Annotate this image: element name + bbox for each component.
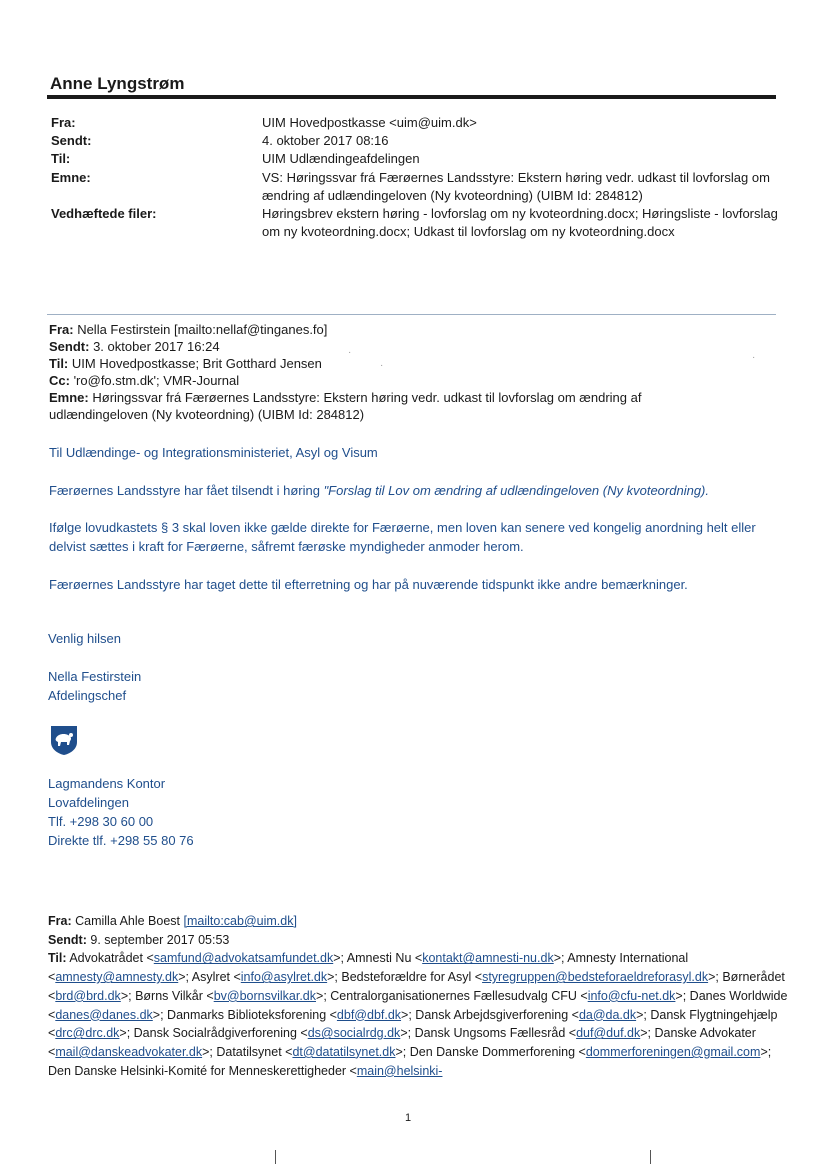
mail1-til: UIM Hovedpostkasse; Brit Gotthard Jensen: [71, 356, 322, 371]
recipient-email-link[interactable]: dommerforeningen@gmail.com: [585, 1044, 761, 1059]
recipient-name: Danmarks Biblioteksforening <: [167, 1007, 337, 1022]
til-label: Til:: [51, 151, 71, 166]
office-name: Lagmandens Kontor: [48, 776, 166, 791]
recipient-name: Centralorganisationernes Fællesudvalg CFU <: [330, 988, 588, 1003]
recipient-name: Danske Advokater <: [48, 1026, 756, 1059]
recipient-email-link[interactable]: info@asylret.dk: [240, 970, 328, 985]
recipient-name: Datatilsynet <: [216, 1044, 293, 1059]
recipient-name: Danes Worldwide <: [48, 988, 788, 1022]
fra-label: Fra:: [51, 115, 76, 130]
recipient-name: Den Danske Dommerforening <: [409, 1044, 586, 1059]
recipient-email-link[interactable]: duf@duf.dk: [576, 1026, 641, 1041]
recipient-name: Advokatrådet <: [69, 951, 154, 966]
page-number: 1: [405, 1112, 412, 1124]
recipient-separator: >;: [316, 988, 331, 1003]
recipient-separator: >;: [178, 970, 192, 985]
recipient-name: Asylret <: [191, 970, 241, 985]
emne-label: Emne:: [51, 170, 91, 185]
recipient-email-link[interactable]: samfund@advokatsamfundet.dk: [153, 951, 334, 966]
mail2-recipients: [48, 949, 788, 1080]
recipient-name: Bedsteforældre for Asyl <: [341, 970, 483, 985]
recipient-email-link[interactable]: danes@danes.dk: [55, 1007, 153, 1022]
recipient-email-link[interactable]: kontakt@amnesti-nu.dk: [422, 951, 554, 966]
mail1-paragraph-2: Ifølge lovudkastets § 3 skal loven ikke gælde direkte for Færøerne, men loven kan senere ved kongelig anordning helt eller delvist sættes i kraft for Færøerne, såfremt færøske myndigheder anmoder herom.: [49, 520, 756, 554]
recipient-separator: >;: [119, 1026, 134, 1041]
attachments-value: Høringsbrev ekstern høring - lovforslag om ny kvoteordning.docx; Høringsliste - lovforslag om ny kvoteordning.docx; Udkast til lovforslag om ny kvoteordning.docx: [262, 206, 778, 239]
coat-of-arms-icon: [49, 724, 79, 756]
mail1-emne-label: Emne:: [49, 390, 89, 405]
recipient-name: Amnesty International <: [48, 951, 689, 985]
recipient-separator: >;: [640, 1026, 655, 1041]
fra-value: UIM Hovedpostkasse <uim@uim.dk>: [262, 115, 477, 130]
attachments-label: Vedhæftede filer:: [51, 206, 157, 221]
recipient-email-link[interactable]: dbf@dbf.dk: [336, 1007, 402, 1022]
recipient-email-link[interactable]: amnesty@amnesty.dk: [55, 970, 179, 985]
recipient-separator: >;: [327, 970, 342, 985]
scan-mark: [275, 1150, 276, 1164]
mail2-header: [48, 912, 788, 1080]
sender-name-heading: Anne Lyngstrøm: [50, 74, 185, 93]
mail1-p2-title: "Forslag til Lov om ændring af udlændingeloven (Ny kvoteordning).: [323, 483, 709, 498]
mail1-fra-label: Fra:: [49, 322, 74, 337]
til-value: UIM Udlændingeafdelingen: [262, 151, 420, 166]
header-rule: [47, 95, 776, 99]
recipient-email-link[interactable]: dt@datatilsynet.dk: [292, 1044, 396, 1059]
mail2-fra-link[interactable]: [mailto:cab@uim.dk]: [183, 914, 297, 928]
mail2-til-label: Til:: [48, 951, 67, 966]
recipient-name: Dansk Socialrådgiverforening <: [133, 1026, 308, 1041]
recipient-separator: >;: [760, 1044, 772, 1059]
scan-mark: [650, 1150, 651, 1164]
mail1-sendt-label: Sendt:: [49, 339, 90, 354]
recipient-separator: >;: [401, 1007, 416, 1022]
recipient-email-link[interactable]: brd@brd.dk: [55, 988, 121, 1003]
recipient-email-link[interactable]: info@cfu-net.dk: [587, 988, 676, 1003]
mail2-sendt-label: Sendt:: [48, 932, 87, 947]
department: Lovafdelingen: [48, 795, 129, 810]
separator-rule: [47, 314, 776, 315]
recipient-email-link[interactable]: ds@socialrdg.dk: [307, 1026, 401, 1041]
scan-speck: ·: [752, 352, 756, 363]
mail1-fra: Nella Festirstein [mailto:nellaf@tinganes.fo]: [77, 322, 328, 337]
recipient-separator: >;: [333, 951, 347, 966]
recipient-separator: >;: [400, 1026, 415, 1041]
recipient-name: Børns Vilkår <: [135, 988, 214, 1003]
recipient-name: Dansk Ungsoms Fællesråd <: [414, 1026, 577, 1041]
mail1-paragraph-3: Færøernes Landsstyre har taget dette til efterretning og har på nuværende tidspunkt ikke andre bemærkninger.: [49, 577, 688, 592]
recipient-name: Dansk Flygtningehjælp <: [48, 1007, 778, 1041]
recipient-email-link[interactable]: mail@danskeadvokater.dk: [55, 1044, 203, 1059]
signature-name: Nella Festirstein: [48, 669, 142, 684]
recipient-email-link[interactable]: da@da.dk: [578, 1007, 637, 1022]
mail2-sendt: 9. september 2017 05:53: [90, 932, 230, 947]
phone: Tlf. +298 30 60 00: [48, 814, 154, 829]
mail1-emne: Høringssvar frá Færøernes Landsstyre: Ekstern høring vedr. udkast til lovforslag om ændring af udlændingeloven (Ny kvoteordning) (UIBM Id: 284812): [49, 390, 642, 422]
recipient-email-link[interactable]: drc@drc.dk: [55, 1026, 120, 1041]
mail1-sendt: 3. oktober 2017 16:24: [93, 339, 220, 354]
signature-title: Afdelingschef: [48, 688, 127, 703]
mail2-fra: Camilla Ahle Boest: [75, 914, 184, 928]
recipient-name: Børnerådet <: [48, 970, 785, 1003]
recipient-separator: >;: [675, 988, 690, 1003]
sendt-value: 4. oktober 2017 08:16: [262, 133, 389, 148]
mail1-cc-label: Cc:: [49, 373, 70, 388]
scan-speck: ·: [348, 347, 352, 358]
recipient-separator: >;: [708, 970, 723, 985]
mail1-p2-text: Færøernes Landsstyre har fået tilsendt i høring: [49, 483, 324, 498]
sendt-label: Sendt:: [51, 133, 92, 148]
recipient-separator: >;: [553, 951, 568, 966]
greeting: Venlig hilsen: [48, 631, 121, 646]
mail1-til-label: Til:: [49, 356, 69, 371]
recipient-separator: >;: [395, 1044, 410, 1059]
scan-speck: ·: [380, 360, 384, 371]
recipient-separator: >;: [636, 1007, 651, 1022]
mail1-cc: 'ro@fo.stm.dk'; VMR-Journal: [73, 373, 240, 388]
recipient-separator: >;: [202, 1044, 217, 1059]
recipient-separator: >;: [120, 988, 136, 1003]
recipient-email-link[interactable]: main@helsinki-: [356, 1063, 443, 1078]
mail2-fra-label: Fra:: [48, 914, 72, 928]
direct-phone: Direkte tlf. +298 55 80 76: [48, 833, 194, 848]
recipient-name: Dansk Arbejdsgiverforening <: [415, 1007, 579, 1022]
mail1-paragraph-1: [49, 481, 789, 500]
mail1-salutation: Til Udlændinge- og Integrationsministeriet, Asyl og Visum: [49, 445, 378, 460]
recipient-email-link[interactable]: styregruppen@bedsteforaeldreforasyl.dk: [482, 970, 709, 985]
emne-value: VS: Høringssvar frá Færøernes Landsstyre: Ekstern høring vedr. udkast til lovforslag om ændring af udlændingeloven (Ny kvoteordning) (UIBM Id: 284812): [262, 170, 770, 203]
mail1-header: [49, 321, 779, 423]
recipient-email-link[interactable]: bv@bornsvilkar.dk: [213, 988, 317, 1003]
recipient-name: Amnesti Nu <: [346, 951, 423, 966]
recipient-separator: >;: [152, 1007, 168, 1022]
recipient-name: Den Danske Helsinki-Komité for Menneskerettigheder <: [48, 1063, 357, 1078]
